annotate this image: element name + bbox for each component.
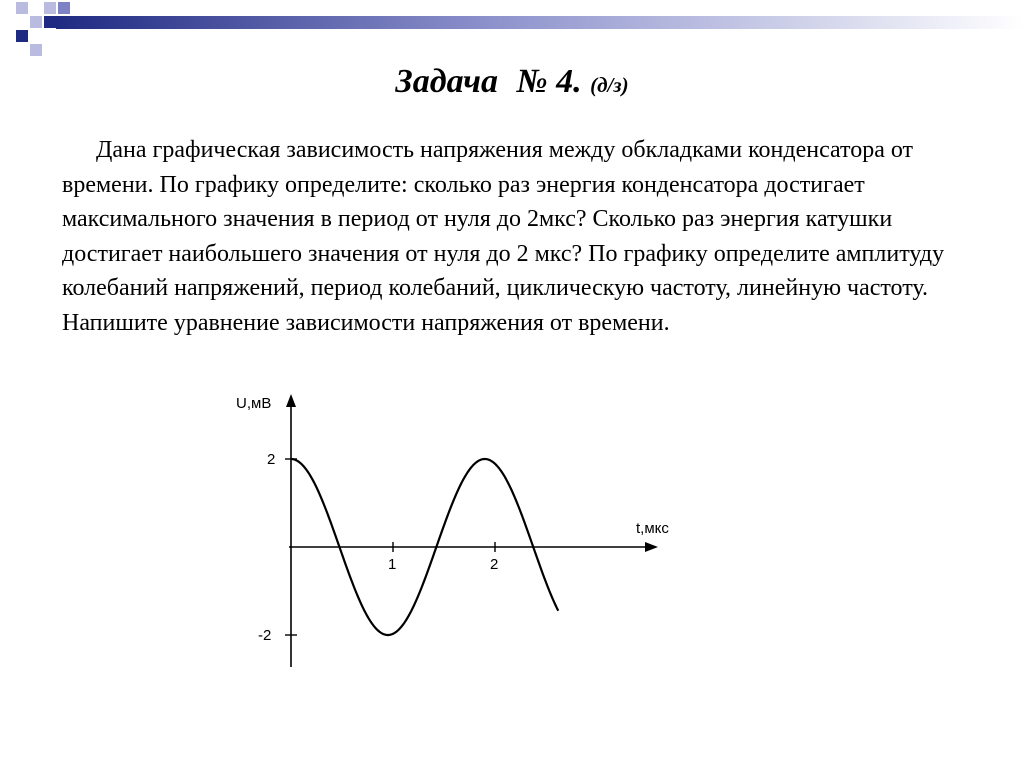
- x-axis-arrow: [645, 542, 658, 552]
- title-word: Задача: [395, 63, 498, 100]
- y-axis-label: U,мВ: [236, 395, 272, 412]
- homework-note: (д/з): [590, 73, 629, 97]
- x-tick-label: 1: [388, 556, 397, 573]
- slide-title: [0, 62, 1024, 105]
- decor-square: [30, 44, 42, 56]
- x-axis-label: t,мкс: [636, 520, 669, 537]
- task-number: № 4.: [516, 63, 582, 100]
- decor-square: [16, 30, 28, 42]
- y-axis-arrow: [286, 394, 296, 407]
- decor-square: [30, 16, 42, 28]
- decor-square: [44, 2, 56, 14]
- header-gradient-bar: [56, 16, 1024, 29]
- y-tick-label: -2: [258, 627, 272, 644]
- task-text: Дана графическая зависимость напряжения между обкладками конденсатора от времени. По графику определите: сколько раз энергия конденсатора достигает максимального значения в период от нуля до 2мкс? Сколько раз энергия катушки достигает наибольшего значения от нуля до 2 мкс? По графику определите амплитуду колебаний напряжений, период колебаний, циклическую частоту, линейную частоту. Напишите уравнение зависимости напряжения от времени.: [62, 137, 945, 336]
- voltage-time-chart: [220, 380, 700, 680]
- header-decoration: [0, 0, 1024, 60]
- x-tick-label: 2: [490, 556, 499, 573]
- y-tick-label: 2: [267, 451, 276, 468]
- decor-square: [16, 2, 28, 14]
- decor-square: [58, 2, 70, 14]
- decor-square: [44, 16, 56, 28]
